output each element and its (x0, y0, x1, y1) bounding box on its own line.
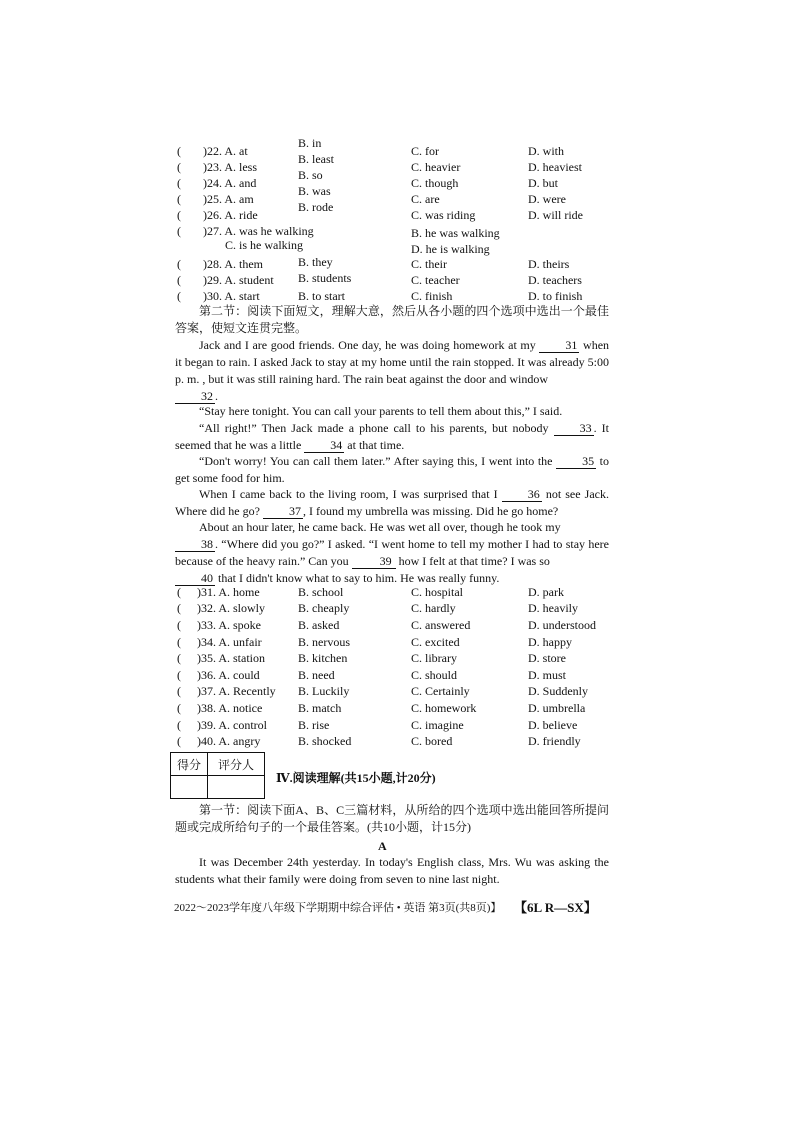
blank-34: 34 (304, 438, 344, 453)
answer-paren: ( (177, 176, 181, 190)
option-c: C. should (411, 668, 458, 682)
question-number-option-a: )39. A. control (197, 718, 267, 732)
question-number-option-a: )40. A. angry (197, 734, 261, 748)
option-c: C. though (411, 176, 459, 190)
option-b: B. match (298, 701, 342, 715)
answer-paren: ( (177, 701, 181, 715)
part-a-text: It was December 24th yesterday. In today's English class, Mrs. Wu was asking the students what their family were doing from seven to nine last night. (175, 855, 609, 886)
blank-39: 39 (352, 554, 396, 569)
answer-paren: ( (177, 718, 181, 732)
option-d: D. he is walking (411, 242, 490, 256)
option-c: C. library (411, 651, 457, 665)
option-d: D. teachers (528, 273, 582, 287)
blank-38: 38 (175, 537, 215, 552)
option-b: B. cheaply (298, 601, 350, 615)
question-row (177, 168, 617, 191)
answer-paren: ( (177, 192, 181, 206)
question-number-option-a: )35. A. station (197, 651, 265, 665)
option-d: D. believe (528, 718, 578, 732)
option-d: D. but (528, 176, 558, 190)
answer-paren: ( (177, 208, 181, 222)
question-row (177, 184, 617, 207)
footer-exam-info: 2022～2023学年度八年级下学期期中综合评估 • 英语 第3页(共8页)】 (174, 902, 502, 914)
question-number-option-a: )29. A. student (203, 273, 274, 287)
option-b: B. shocked (298, 734, 352, 748)
question-row (177, 700, 617, 716)
passage-text: About an hour later, he came back. He was wet all over, though he took my (199, 520, 561, 534)
option-c: C. hospital (411, 585, 464, 599)
passage-text: “All right!” Then Jack made a phone call to his parents, but nobody (199, 421, 549, 435)
option-c: C. Certainly (411, 684, 470, 698)
answer-paren: ( (177, 257, 181, 271)
blank-33: 33 (554, 421, 594, 436)
question-number-option-a: )26. A. ride (203, 208, 258, 222)
question-row (177, 683, 617, 699)
answer-paren: ( (177, 635, 181, 649)
answer-paren: ( (177, 684, 181, 698)
option-b: B. rode (298, 200, 334, 214)
passage-paragraph (175, 453, 609, 487)
blank-40: 40 (175, 571, 215, 586)
option-d: D. to finish (528, 289, 583, 303)
question-number-option-a: )25. A. am (203, 192, 254, 206)
passage-text: not see Jack. Where did he go? (175, 487, 609, 518)
answer-paren: ( (177, 144, 181, 158)
answer-paren: ( (177, 601, 181, 615)
section-1-instructions: 第一节：阅读下面A、B、C三篇材料，从所给的四个选项中选出能回答所提问题或完成所给句子的一个最佳答案。(共10小题，计15分) (175, 803, 609, 834)
option-b: B. need (298, 668, 335, 682)
option-b: B. was (298, 184, 331, 198)
blank-31: 31 (539, 338, 579, 353)
option-d: D. understood (528, 618, 596, 632)
answer-paren: ( (177, 734, 181, 748)
passage-paragraph (175, 337, 609, 405)
option-c: C. heavier (411, 160, 461, 174)
answer-paren: ( (177, 618, 181, 632)
blank-36: 36 (502, 487, 542, 502)
question-number-option-a: )36. A. could (197, 668, 260, 682)
option-d: D. heavily (528, 601, 578, 615)
question-row (177, 152, 617, 175)
answer-paren: ( (177, 289, 181, 303)
option-d: D. park (528, 585, 564, 599)
option-c: C. is he walking (225, 238, 303, 252)
option-b: B. school (298, 585, 344, 599)
option-b: B. rise (298, 718, 330, 732)
question-number-option-a: )22. A. at (203, 144, 248, 158)
option-b: B. least (298, 152, 334, 166)
blank-35: 35 (556, 454, 596, 469)
passage-text: . “Where did you go?” I asked. “I went home to tell my mother I had to stay here because of the heavy rain.” Can you (175, 537, 609, 568)
blank-37: 37 (263, 504, 303, 519)
option-b: B. nervous (298, 635, 350, 649)
question-row (177, 272, 617, 288)
question-row (177, 667, 617, 683)
question-number-option-a: )24. A. and (203, 176, 257, 190)
question-number-option-a: )34. A. unfair (197, 635, 262, 649)
blank-32: 32 (175, 389, 215, 404)
passage-text: to get some food for him. (175, 454, 610, 485)
option-c: C. bored (411, 734, 453, 748)
passage-paragraph (175, 486, 609, 520)
answer-paren: ( (177, 160, 181, 174)
option-b: B. students (298, 271, 352, 285)
section-2-instructions: 第二节：阅读下面短文，理解大意，然后从各小题的四个选项中选出一个最佳答案，使短文连贯完整。 (175, 304, 609, 335)
question-row (177, 717, 617, 733)
option-b: B. they (298, 255, 333, 269)
option-a: )27. A. was he walking (203, 224, 314, 238)
question-row (177, 584, 617, 600)
passage-text: “Don't worry! You can call them later.” After saying this, I went into the (199, 454, 553, 468)
grader-label: 评分人 (208, 753, 265, 776)
question-row (177, 617, 617, 633)
option-b: B. asked (298, 618, 340, 632)
option-c: C. hardly (411, 601, 456, 615)
passage-text: how I felt at that time? I was so (398, 554, 550, 568)
option-c: C. teacher (411, 273, 460, 287)
option-c: C. finish (411, 289, 453, 303)
question-number-option-a: )31. A. home (197, 585, 260, 599)
option-b: B. kitchen (298, 651, 348, 665)
question-row (177, 650, 617, 666)
option-c: C. are (411, 192, 440, 206)
answer-paren: ( (177, 224, 181, 238)
question-number-option-a: )28. A. them (203, 257, 263, 271)
option-c: C. excited (411, 635, 460, 649)
grader-field[interactable] (208, 776, 265, 799)
option-b: B. in (298, 136, 322, 150)
question-row (177, 634, 617, 650)
option-c: C. answered (411, 618, 471, 632)
passage-text: When I came back to the living room, I was surprised that I (199, 487, 498, 501)
passage-paragraph (175, 519, 609, 587)
question-row (177, 733, 617, 749)
option-d: D. store (528, 651, 566, 665)
section-4-title: Ⅳ.阅读理解(共15小题,计20分) (276, 771, 436, 785)
question-number-option-a: )38. A. notice (197, 701, 263, 715)
option-d: D. were (528, 192, 566, 206)
question-row (177, 136, 617, 159)
answer-paren: ( (177, 668, 181, 682)
question-row (177, 600, 617, 616)
answer-paren: ( (177, 585, 181, 599)
question-number-option-a: )33. A. spoke (197, 618, 261, 632)
option-d: D. will ride (528, 208, 583, 222)
option-c: C. for (411, 144, 439, 158)
question-number-option-a: )30. A. start (203, 289, 260, 303)
option-d: D. with (528, 144, 564, 158)
option-d: D. umbrella (528, 701, 586, 715)
score-label: 得分 (171, 753, 208, 776)
option-c: C. imagine (411, 718, 464, 732)
option-d: D. heaviest (528, 160, 582, 174)
option-c: C. their (411, 257, 447, 271)
option-c: C. was riding (411, 208, 476, 222)
score-field[interactable] (171, 776, 208, 799)
passage-text: that I didn't know what to say to him. He was really funny. (218, 571, 500, 585)
passage-text: . (215, 389, 218, 403)
answer-paren: ( (177, 651, 181, 665)
question-row (177, 288, 617, 304)
score-box (170, 752, 265, 799)
passage-text: when it began to rain. I asked Jack to stay at my home until the rain stopped. It was already 5:00 p. m. , but it was still raining hard. The rain beat against the door and window (175, 338, 610, 386)
passage-text: at that time. (347, 438, 405, 452)
question-row (177, 256, 617, 272)
option-d: D. happy (528, 635, 572, 649)
option-d: D. friendly (528, 734, 581, 748)
question-number-option-a: )37. A. Recently (197, 684, 276, 698)
question-row (177, 200, 617, 223)
option-c: C. homework (411, 701, 477, 715)
option-b: B. so (298, 168, 323, 182)
part-a-label: A (378, 839, 387, 853)
option-d: D. Suddenly (528, 684, 588, 698)
answer-paren: ( (177, 273, 181, 287)
passage-paragraph (175, 420, 609, 454)
passage-text: Jack and I are good friends. One day, he was doing homework at my (199, 338, 536, 352)
question-row-continued (177, 239, 617, 255)
question-number-option-a: )23. A. less (203, 160, 257, 174)
option-b: B. Luckily (298, 684, 350, 698)
passage-paragraph: “Stay here tonight. You can call your parents to tell them about this,” I said. (199, 404, 563, 418)
option-b: B. he was walking (411, 226, 500, 240)
passage-text: . It seemed that he was a little (175, 421, 609, 452)
option-d: D. must (528, 668, 567, 682)
footer-code: 【6L R—SX】 (514, 900, 597, 915)
option-b: B. to start (298, 289, 345, 303)
question-number-option-a: )32. A. slowly (197, 601, 266, 615)
passage-text: , I found my umbrella was missing. Did he go home? (302, 504, 559, 518)
option-d: D. theirs (528, 257, 570, 271)
